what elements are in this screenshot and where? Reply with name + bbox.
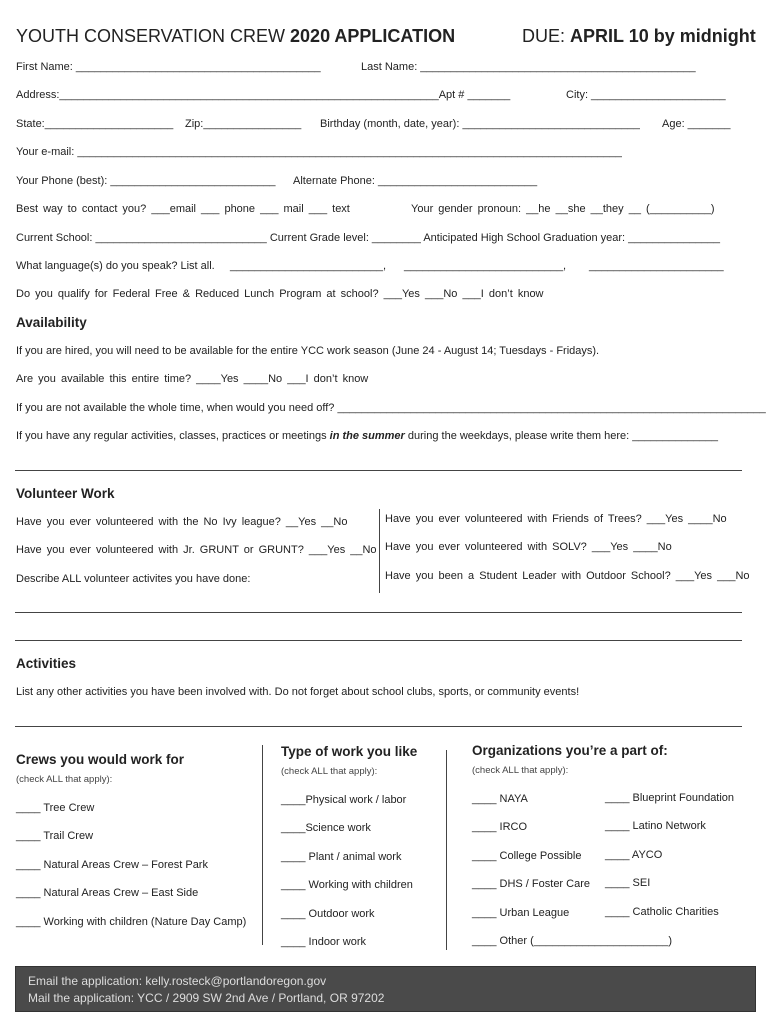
org-option[interactable]: ____ NAYA <box>472 793 528 805</box>
due-value: APRIL 10 by midnight <box>570 26 756 46</box>
address-field[interactable]: Address:______________________________________________________________Apt # _______ <box>16 89 511 101</box>
alt-phone-field[interactable]: Alternate Phone: __________________________ <box>293 175 538 187</box>
volunteer-describe-label: Describe ALL volunteer activites you have done: <box>16 573 251 585</box>
footer-email: Email the application: kelly.rosteck@portlandoregon.gov <box>28 974 327 988</box>
lunch-program-question[interactable]: Do you qualify for Federal Free & Reduced Lunch Program at school? ___Yes ___No ___I don’t know <box>16 288 544 300</box>
work-type-option[interactable]: ____Science work <box>281 822 371 834</box>
org-option[interactable]: ____ IRCO <box>472 821 528 833</box>
page-title <box>16 26 455 47</box>
availability-heading: Availability <box>16 315 87 330</box>
city-field[interactable]: City: ______________________ <box>566 89 726 101</box>
regular-text-c: during the weekdays, please write them here: ______________ <box>404 430 718 442</box>
crew-option[interactable]: ____ Trail Crew <box>16 830 94 842</box>
email-field[interactable]: Your e-mail: _________________________________________________________________________________________ <box>16 146 622 158</box>
answer-line[interactable] <box>15 612 742 613</box>
footer-box <box>15 966 756 1012</box>
crew-option[interactable]: ____ Tree Crew <box>16 802 95 814</box>
age-field[interactable]: Age: _______ <box>662 118 731 130</box>
language-blank-2[interactable]: __________________________, <box>404 260 567 272</box>
footer-mail: Mail the application: YCC / 2909 SW 2nd Ave / Portland, OR 97202 <box>28 991 385 1005</box>
volunteer-question-no-ivy[interactable]: Have you ever volunteered with the No Ivy league? __Yes __No <box>16 516 348 528</box>
volunteer-question-friends-of-trees[interactable]: Have you ever volunteered with Friends of Trees? ___Yes ____No <box>385 513 727 525</box>
zip-field[interactable]: Zip:________________ <box>185 118 302 130</box>
org-option[interactable]: ____ Other (______________________) <box>472 935 673 947</box>
work-type-option[interactable]: ____ Outdoor work <box>281 908 375 920</box>
work-type-option[interactable]: ____ Working with children <box>281 879 413 891</box>
activities-prompt: List any other activities you have been involved with. Do not forget about school clubs, sports, or community events! <box>16 686 580 698</box>
answer-line[interactable] <box>15 640 742 641</box>
last-name-field[interactable]: Last Name: _____________________________________________ <box>361 61 696 73</box>
pronoun-options[interactable]: Your gender pronoun: __he __she __they __ (__________) <box>411 203 715 215</box>
state-field[interactable]: State:_____________________ <box>16 118 174 130</box>
column-divider <box>262 745 263 945</box>
org-option[interactable]: ____ Latino Network <box>605 820 706 832</box>
title-prefix: YOUTH CONSERVATION CREW <box>16 26 291 46</box>
activities-heading: Activities <box>16 656 77 671</box>
orgs-subheading: (check ALL that apply): <box>472 765 569 776</box>
crews-heading: Crews you would work for <box>16 752 185 767</box>
answer-line[interactable] <box>15 726 742 727</box>
languages-label: What language(s) do you speak? List all. <box>16 260 215 272</box>
school-grade-field[interactable]: Current School: ____________________________ Current Grade level: ________ Anticipated High School Graduation year: _______________ <box>16 232 720 244</box>
volunteer-heading: Volunteer Work <box>16 486 115 501</box>
due-label: DUE: <box>522 26 571 46</box>
work-type-option[interactable]: ____ Indoor work <box>281 936 366 948</box>
regular-text-a: If you have any regular activities, classes, practices or meetings <box>16 430 330 442</box>
work-type-subheading: (check ALL that apply): <box>281 766 378 777</box>
org-option[interactable]: ____ AYCO <box>605 849 663 861</box>
first-name-field[interactable]: First Name: ________________________________________ <box>16 61 321 73</box>
volunteer-question-grunt[interactable]: Have you ever volunteered with Jr. GRUNT or GRUNT? ___Yes __No <box>16 544 377 556</box>
regular-text-emphasis: in the summer <box>329 430 405 442</box>
crew-option[interactable]: ____ Natural Areas Crew – Forest Park <box>16 859 208 871</box>
language-blank-3[interactable]: ______________________ <box>589 260 724 272</box>
work-type-heading: Type of work you like <box>281 744 418 759</box>
crews-subheading: (check ALL that apply): <box>16 774 113 785</box>
regular-activities-field[interactable] <box>16 430 718 442</box>
work-type-option[interactable]: ____Physical work / labor <box>281 794 407 806</box>
org-option[interactable]: ____ Blueprint Foundation <box>605 792 735 804</box>
time-off-field[interactable]: If you are not available the whole time, when would you need off? ______________________________________________________________________ <box>16 402 766 414</box>
org-option[interactable]: ____ DHS / Foster Care <box>472 878 590 890</box>
work-type-option[interactable]: ____ Plant / animal work <box>281 851 402 863</box>
divider <box>15 470 742 471</box>
crew-option[interactable]: ____ Working with children (Nature Day Camp) <box>16 916 247 928</box>
org-option[interactable]: ____ Urban League <box>472 907 570 919</box>
language-blank-1[interactable]: _________________________, <box>230 260 386 272</box>
org-option[interactable]: ____ Catholic Charities <box>605 906 719 918</box>
crew-option[interactable]: ____ Natural Areas Crew – East Side <box>16 887 199 899</box>
phone-field[interactable]: Your Phone (best): ___________________________ <box>16 175 276 187</box>
volunteer-question-solv[interactable]: Have you ever volunteered with SOLV? ___Yes ____No <box>385 541 672 553</box>
title-year: 2020 APPLICATION <box>290 26 456 46</box>
volunteer-divider <box>379 509 380 593</box>
orgs-heading: Organizations you’re a part of: <box>472 743 668 758</box>
availability-info: If you are hired, you will need to be available for the entire YCC work season (June 24 - August 14; Tuesdays - Fridays). <box>16 345 600 357</box>
volunteer-question-outdoor-school[interactable]: Have you been a Student Leader with Outdoor School? ___Yes ___No <box>385 570 750 582</box>
column-divider <box>446 750 447 950</box>
contact-method-options[interactable]: Best way to contact you? ___email ___ phone ___ mail ___ text <box>16 203 350 215</box>
birthday-field[interactable]: Birthday (month, date, year): _____________________________ <box>320 118 640 130</box>
org-option[interactable]: ____ SEI <box>605 877 651 889</box>
available-entire-question[interactable]: Are you available this entire time? ____Yes ____No ___I don’t know <box>16 373 369 385</box>
org-option[interactable]: ____ College Possible <box>472 850 582 862</box>
due-date <box>522 26 756 47</box>
